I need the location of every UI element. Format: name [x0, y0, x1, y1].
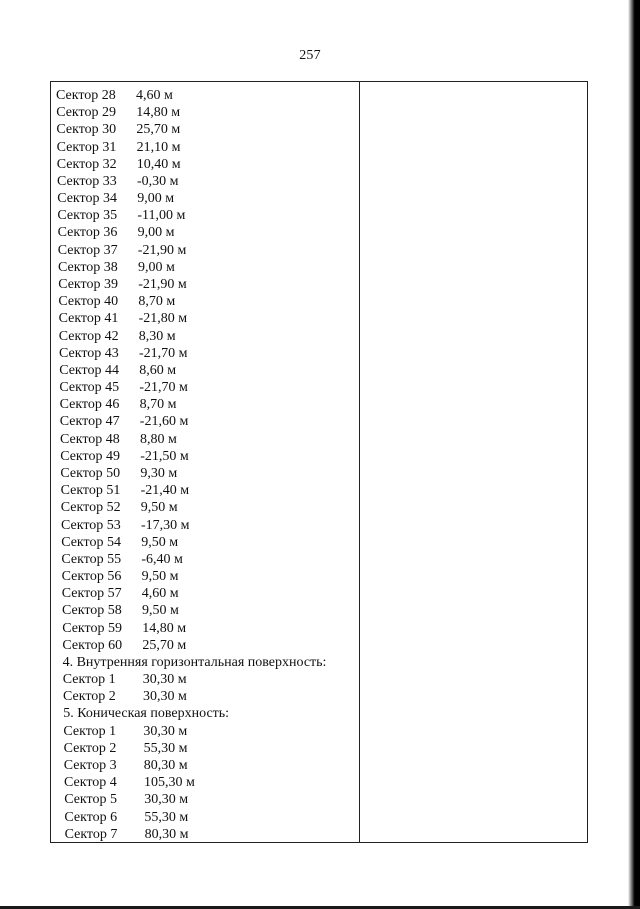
- sector-row: [60, 448, 189, 465]
- sector-row: [57, 156, 181, 173]
- sector-value: 9,30 м: [140, 465, 178, 481]
- sector-row: [58, 224, 175, 241]
- sector-label: Сектор 39: [58, 276, 118, 292]
- sector-value: -21,80 м: [138, 311, 188, 327]
- sector-label: Сектор 35: [57, 208, 118, 224]
- sector-label: Сектор 42: [58, 328, 119, 344]
- sector-value: 30,30 м: [143, 723, 188, 739]
- table-column-divider: [359, 82, 360, 842]
- sector-row: [56, 121, 180, 138]
- sector-label: Сектор 44: [59, 362, 119, 378]
- sector-row: [59, 345, 188, 362]
- sector-label: Сектор 60: [62, 637, 123, 653]
- sector-label: Сектор 57: [61, 586, 122, 602]
- sector-value: 30,30 м: [143, 689, 187, 705]
- sector-row: [56, 87, 173, 104]
- sector-value: 9,00 м: [138, 259, 175, 275]
- sector-row: [62, 620, 186, 637]
- sector-row: [63, 723, 187, 740]
- sector-value: -21,40 м: [140, 483, 190, 499]
- sector-label: Сектор 59: [62, 620, 122, 636]
- sector-value: 8,30 м: [138, 328, 176, 344]
- sector-value: 14,80 м: [136, 105, 181, 121]
- sector-value: 8,60 м: [139, 362, 177, 378]
- sector-label: Сектор 5: [64, 792, 117, 808]
- page-number: 257: [299, 48, 321, 63]
- sector-row: [56, 104, 180, 121]
- sector-value: -17,30 м: [141, 517, 190, 533]
- sector-value: 4,60 м: [141, 586, 179, 602]
- sector-row: [58, 276, 187, 293]
- sector-row: [64, 757, 188, 774]
- sector-value: 10,40 м: [136, 156, 181, 172]
- sector-row: [57, 190, 174, 207]
- sector-value: 9,00 м: [137, 191, 175, 207]
- sector-value: -21,60 м: [139, 414, 189, 430]
- sector-row: [65, 826, 189, 843]
- section-heading: 5. Коническая поверхность:: [63, 706, 230, 722]
- sector-label: Сектор 41: [58, 311, 119, 327]
- sector-value: -21,90 м: [137, 242, 187, 258]
- sector-label: Сектор 50: [60, 465, 121, 481]
- sector-row: [62, 602, 179, 619]
- sector-row: [62, 568, 179, 585]
- sector-row: [59, 328, 176, 345]
- sector-value: 55,30 м: [144, 809, 189, 825]
- sector-value: -21,90 м: [138, 276, 187, 292]
- sector-value: 105,30 м: [144, 775, 195, 791]
- sector-row: [61, 534, 178, 551]
- sector-label: Сектор 55: [61, 551, 122, 567]
- sector-label: Сектор 47: [59, 414, 120, 430]
- sector-label: Сектор 2: [63, 740, 117, 756]
- sector-label: Сектор 56: [61, 569, 122, 585]
- sector-label: Сектор 7: [64, 826, 118, 842]
- sector-label: Сектор 51: [60, 483, 121, 499]
- sector-row: [61, 551, 183, 568]
- sector-value: 9,50 м: [141, 534, 179, 550]
- sector-value: 9,50 м: [140, 500, 178, 516]
- sector-label: Сектор 1: [63, 723, 117, 739]
- sector-value: 8,80 м: [140, 431, 177, 447]
- sector-value: 25,70 м: [136, 122, 181, 138]
- sector-label: Сектор 6: [64, 809, 118, 825]
- sector-row: [60, 431, 177, 448]
- sector-label: Сектор 30: [56, 122, 117, 138]
- sector-value: 30,30 м: [144, 792, 189, 808]
- section-heading: 4. Внутренняя горизонтальная поверхность:: [62, 654, 327, 670]
- sector-label: Сектор 38: [58, 259, 118, 275]
- sector-row: [61, 517, 190, 534]
- sector-row: [63, 688, 187, 705]
- sector-row: [58, 293, 175, 310]
- sector-label: Сектор 3: [63, 758, 117, 774]
- sector-label: Сектор 54: [61, 534, 121, 550]
- sector-row: [64, 791, 188, 808]
- sector-row: [60, 396, 177, 413]
- sector-value: 4,60 м: [136, 88, 173, 103]
- scan-edge-right: [628, 0, 640, 909]
- sector-value: 8,70 м: [139, 397, 177, 413]
- sector-row: [64, 774, 195, 791]
- sector-label: Сектор 49: [60, 448, 120, 464]
- sector-value: 9,50 м: [141, 569, 179, 585]
- sector-label: Сектор 2: [63, 689, 116, 705]
- sector-label: Сектор 34: [57, 191, 117, 207]
- sector-row: [57, 207, 185, 224]
- sector-value: 80,30 м: [143, 758, 188, 774]
- sector-value: 55,30 м: [143, 740, 188, 756]
- sector-value: -6,40 м: [141, 551, 183, 567]
- sector-row: [58, 242, 187, 259]
- sector-label: Сектор 52: [60, 500, 121, 516]
- sector-value: 14,80 м: [142, 620, 187, 636]
- sector-row: [64, 809, 188, 826]
- sector-label: Сектор 53: [61, 517, 121, 533]
- sector-row: [57, 139, 181, 156]
- sector-value: -11,00 м: [137, 208, 186, 224]
- sector-label: Сектор 40: [58, 294, 119, 310]
- sector-value: -21,70 м: [139, 380, 188, 396]
- sector-row: [61, 499, 178, 516]
- sector-label: Сектор 4: [64, 775, 117, 791]
- sector-row: [59, 310, 188, 327]
- sector-row: [59, 362, 176, 379]
- sector-row: [62, 637, 186, 654]
- sector-row: [58, 259, 175, 276]
- sector-value: 9,00 м: [137, 225, 175, 241]
- sector-label: Сектор 46: [59, 397, 120, 413]
- sector-label: Сектор 29: [56, 105, 116, 121]
- sector-row: [62, 585, 179, 602]
- sector-label: Сектор 43: [59, 345, 119, 361]
- sector-value: 80,30 м: [144, 826, 189, 842]
- sector-label: Сектор 32: [56, 156, 117, 172]
- sector-value: 8,70 м: [138, 294, 176, 310]
- sector-row: [63, 671, 187, 688]
- sector-label: Сектор 28: [56, 88, 116, 103]
- sector-label: Сектор 36: [57, 225, 118, 241]
- sector-value: -21,70 м: [139, 345, 188, 361]
- sector-label: Сектор 1: [62, 672, 116, 688]
- sector-row: [57, 173, 179, 190]
- sector-row: [64, 740, 188, 757]
- sector-value: 25,70 м: [142, 637, 187, 653]
- sector-value: 30,30 м: [142, 672, 187, 688]
- sector-value: -21,50 м: [140, 448, 189, 464]
- sector-label: Сектор 31: [56, 139, 117, 155]
- sector-label: Сектор 58: [62, 603, 122, 619]
- sector-row: [60, 413, 189, 430]
- sector-row: [60, 465, 177, 482]
- sector-label: Сектор 45: [59, 380, 120, 396]
- sector-value: 21,10 м: [136, 139, 181, 155]
- sector-value: -0,30 м: [137, 173, 179, 189]
- sector-label: Сектор 33: [57, 173, 117, 189]
- sector-value: 9,50 м: [142, 603, 179, 619]
- sector-label: Сектор 48: [60, 431, 120, 447]
- sector-row: [59, 379, 188, 396]
- sector-label: Сектор 37: [57, 242, 118, 258]
- sector-row: [61, 482, 190, 499]
